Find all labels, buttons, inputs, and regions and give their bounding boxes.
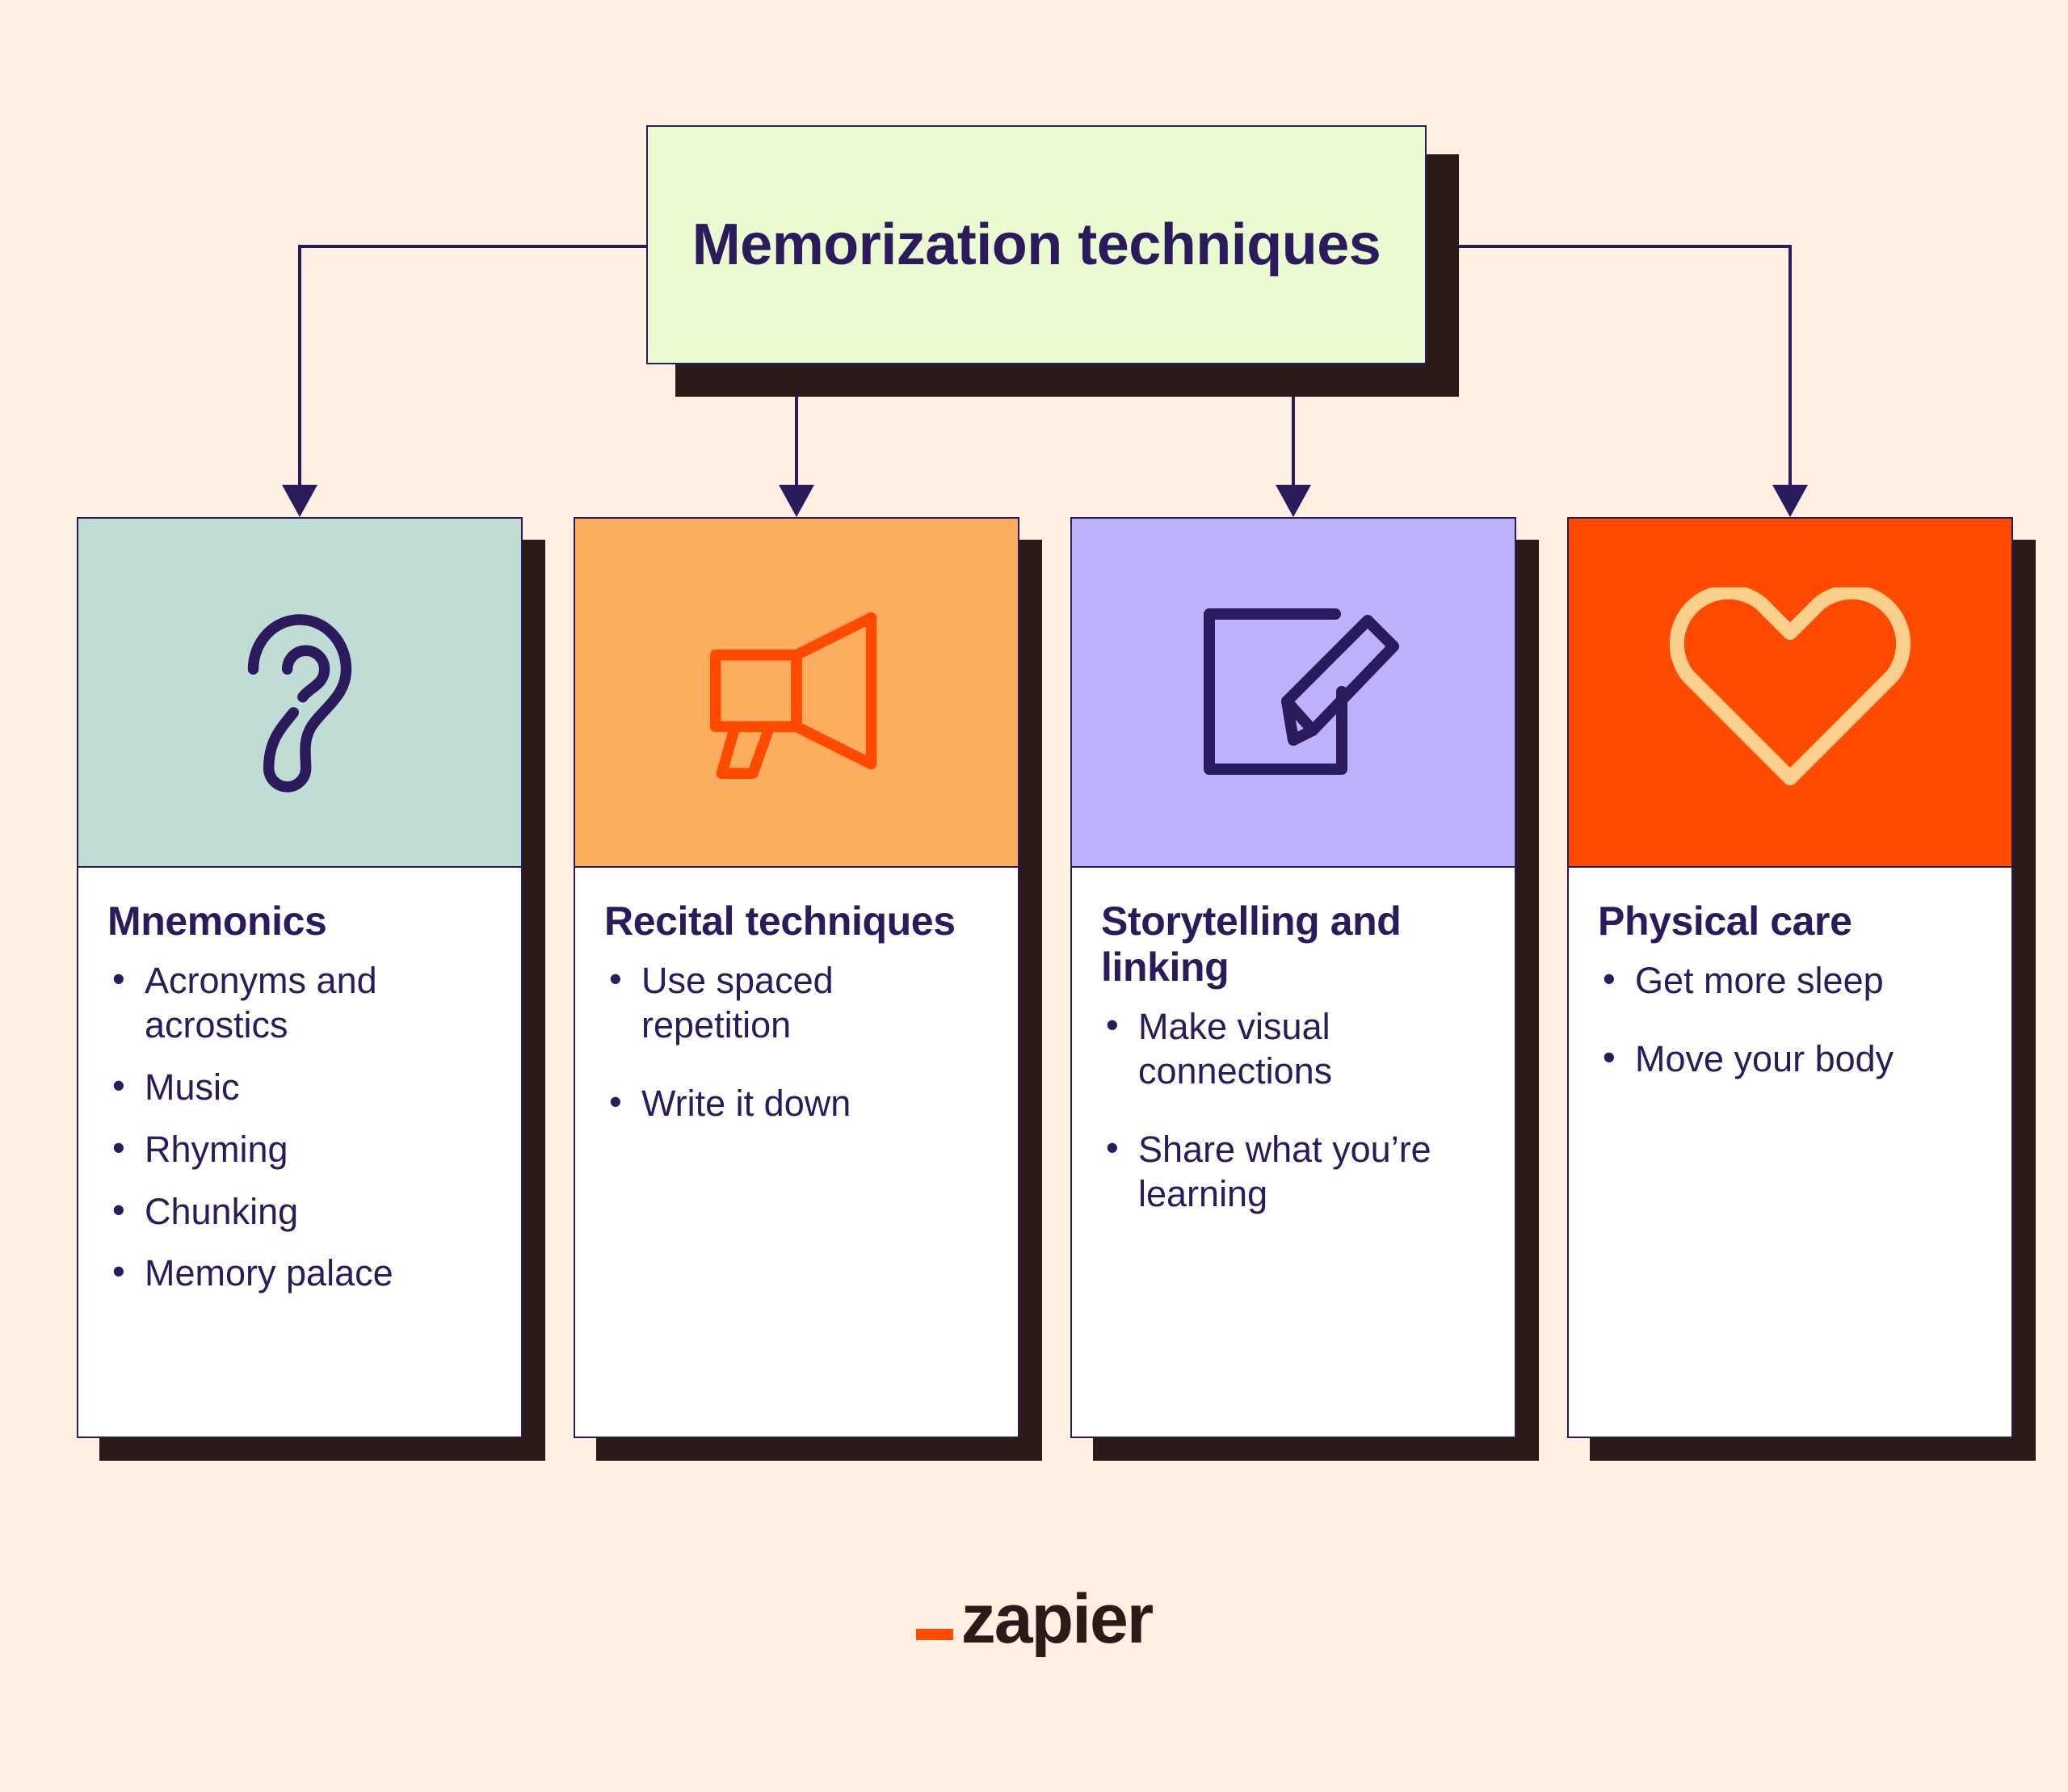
card <box>77 517 523 1438</box>
heart-icon <box>1653 587 1927 797</box>
card-bullet-list <box>1598 959 1982 1082</box>
card <box>1070 517 1516 1438</box>
card-title: Physical care <box>1598 898 1852 944</box>
card-body <box>78 868 521 1338</box>
ear-icon <box>207 591 393 793</box>
node-card-recital-techniques <box>574 517 1019 1438</box>
card-body <box>1072 868 1515 1275</box>
card-title: Mnemonics <box>107 898 327 944</box>
list-item: • Share what you’re learning <box>1101 1128 1486 1217</box>
card-title: Storytelling and linking <box>1101 898 1402 990</box>
zapier-logo-text: zapier <box>960 1580 1153 1658</box>
root-node-box <box>646 125 1427 364</box>
list-item: • Memory palace <box>107 1251 492 1296</box>
list-item: • Use spaced repetition <box>604 959 989 1048</box>
card-bullet-list <box>107 959 492 1296</box>
card <box>1567 517 2013 1438</box>
card-icon-area <box>78 519 521 868</box>
card <box>574 517 1019 1438</box>
node-card-physical-care <box>1567 517 2013 1438</box>
card-icon-area <box>575 519 1018 868</box>
card-bullet-list <box>1101 1005 1486 1217</box>
zapier-logo-dash-icon <box>916 1629 953 1640</box>
card-icon-area <box>1072 519 1515 868</box>
card-bullet-list <box>604 959 989 1126</box>
list-item: • Acronyms and acrostics <box>107 959 492 1048</box>
card-icon-area <box>1569 519 2011 868</box>
list-item: • Rhyming <box>107 1128 492 1172</box>
list-item: • Chunking <box>107 1190 492 1235</box>
list-item: • Make visual connections <box>1101 1005 1486 1094</box>
card-body <box>575 868 1018 1184</box>
node-card-storytelling-and-linking <box>1070 517 1516 1438</box>
note-pencil-icon <box>1180 591 1406 793</box>
card-body <box>1569 868 2011 1140</box>
node-card-mnemonics <box>77 517 523 1438</box>
card-title: Recital techniques <box>604 898 956 944</box>
root-node <box>646 125 1430 368</box>
megaphone-icon <box>687 595 906 789</box>
list-item: • Move your body <box>1598 1037 1982 1082</box>
root-node-title: Memorization techniques <box>691 212 1381 277</box>
footer-logo <box>0 1580 2068 1659</box>
list-item: • Get more sleep <box>1598 959 1982 1003</box>
list-item: • Music <box>107 1066 492 1110</box>
list-item: • Write it down <box>604 1082 989 1126</box>
